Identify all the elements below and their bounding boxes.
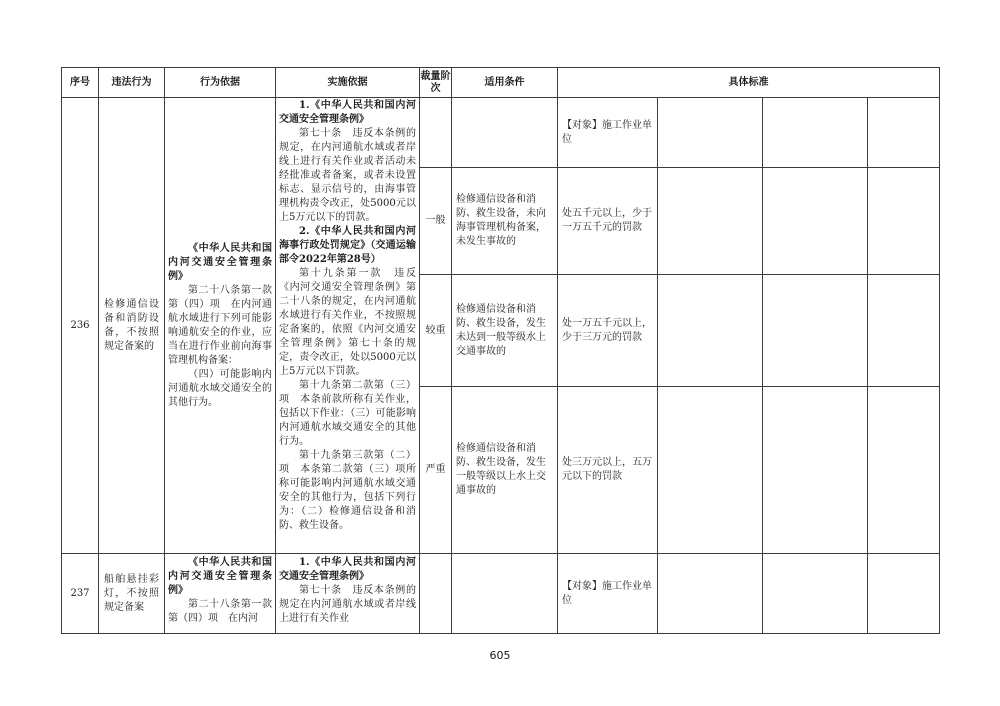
violation-cell (99, 98, 165, 554)
target-cell: 【对象】施工作业单位 (558, 554, 658, 634)
header-standard: 具体标准 (558, 68, 940, 98)
extra-cell (763, 98, 868, 168)
impl-1-body: 第七十条 违反本条例的规定，在内河通航水域或者岸线上进行有关作业或者活动未经批准或者备案，或者未设置标志、显示信号的，由海事管理机构责令改正，处5000元以上5万元以下的罚款。 (279, 128, 416, 223)
implementation-cell (276, 98, 420, 554)
extra-cell (658, 98, 763, 168)
serial-number: 236 (62, 98, 99, 554)
table-row (62, 554, 940, 634)
extra-cell (868, 168, 940, 275)
serial-number: 237 (62, 554, 99, 634)
level-cell: 一般 (420, 168, 452, 275)
impl-2-title: 2.《中华人民共和国内河海事行政处罚规定》（交通运输部令2022年第28号） (279, 226, 416, 265)
extra-cell (763, 554, 868, 634)
condition-empty (452, 98, 558, 168)
extra-cell (658, 554, 763, 634)
basis-body: 第二十八条第一款第（四）项 在内河通航水域进行下列可能影响通航安全的作业，应当在进行作业前向海事管理机构备案： (168, 284, 272, 366)
extra-cell (658, 168, 763, 275)
header-violation: 违法行为 (99, 68, 165, 98)
standard-cell: 处三万元以上，五万元以下的罚款 (558, 387, 658, 554)
condition-empty (452, 554, 558, 634)
standard-cell: 处五千元以上，少于一万五千元的罚款 (558, 168, 658, 275)
header-implementation-basis: 实施依据 (276, 68, 420, 98)
level-empty (420, 554, 452, 634)
basis-cell (165, 554, 276, 634)
condition-cell: 检修通信设备和消防、救生设备，未向海事管理机构备案，未发生事故的 (452, 168, 558, 275)
header-condition: 适用条件 (452, 68, 558, 98)
header-basis: 行为依据 (165, 68, 276, 98)
violation-cell (99, 554, 165, 634)
extra-cell (868, 98, 940, 168)
basis-title: 《中华人民共和国内河交通安全管理条例》 (168, 557, 272, 596)
extra-cell (763, 168, 868, 275)
level-cell: 严重 (420, 387, 452, 554)
page-number: 605 (489, 649, 511, 662)
impl-1-title: 1.《中华人民共和国内河交通安全管理条例》 (279, 557, 416, 582)
level-cell: 较重 (420, 275, 452, 387)
table-row (62, 98, 940, 168)
impl-3-body: 第十九条第二款第（三）项 本条前款所称有关作业，包括以下作业：（三）可能影响内河通航水域交通安全的其他行为。 (279, 380, 416, 447)
impl-1-title: 1.《中华人民共和国内河交通安全管理条例》 (279, 100, 416, 125)
extra-cell (658, 387, 763, 554)
extra-cell (868, 387, 940, 554)
extra-cell (868, 275, 940, 387)
header-discretion-level: 裁量阶次 (420, 68, 452, 98)
table-header-row (62, 68, 940, 98)
violation-text: 检修通信设备和消防设备，不按照规定备案的 (104, 298, 159, 352)
level-empty (420, 98, 452, 168)
implementation-cell (276, 554, 420, 634)
extra-cell (868, 554, 940, 634)
standard-cell: 处一万五千元以上，少于三万元的罚款 (558, 275, 658, 387)
condition-cell: 检修通信设备和消防、救生设备，发生一般等级以上水上交通事故的 (452, 387, 558, 554)
basis-item: （四）可能影响内河通航水域交通安全的其他行为。 (168, 368, 272, 408)
enforcement-standards-table (61, 67, 940, 634)
impl-2-body: 第十九条第一款 违反《内河交通安全管理条例》第二十八条的规定，在内河通航水域进行有关作业，不按照规定备案的，依照《内河交通安全管理条例》第七十条的规定，责令改正，处以5000元以上5万元以下罚款。 (279, 268, 416, 377)
impl-4-body: 第十九条第三款第（二）项 本条第二款第（三）项所称可能影响内河通航水域交通安全的其他行为，包括下列行为：（二）检修通信设备和消防、救生设备。 (279, 450, 416, 531)
basis-cell (165, 98, 276, 554)
header-serial: 序号 (62, 68, 99, 98)
extra-cell (763, 275, 868, 387)
condition-cell: 检修通信设备和消防、救生设备，发生未达到一般等级水上交通事故的 (452, 275, 558, 387)
extra-cell (658, 275, 763, 387)
target-cell: 【对象】施工作业单位 (558, 98, 658, 168)
violation-text: 船舶悬挂彩灯，不按照规定备案 (104, 573, 159, 613)
impl-1-body: 第七十条 违反本条例的规定在内河通航水域或者岸线上进行有关作业 (279, 585, 416, 624)
basis-title: 《中华人民共和国内河交通安全管理条例》 (168, 242, 272, 282)
basis-body: 第二十八条第一款第（四）项 在内河 (168, 599, 272, 624)
extra-cell (763, 387, 868, 554)
